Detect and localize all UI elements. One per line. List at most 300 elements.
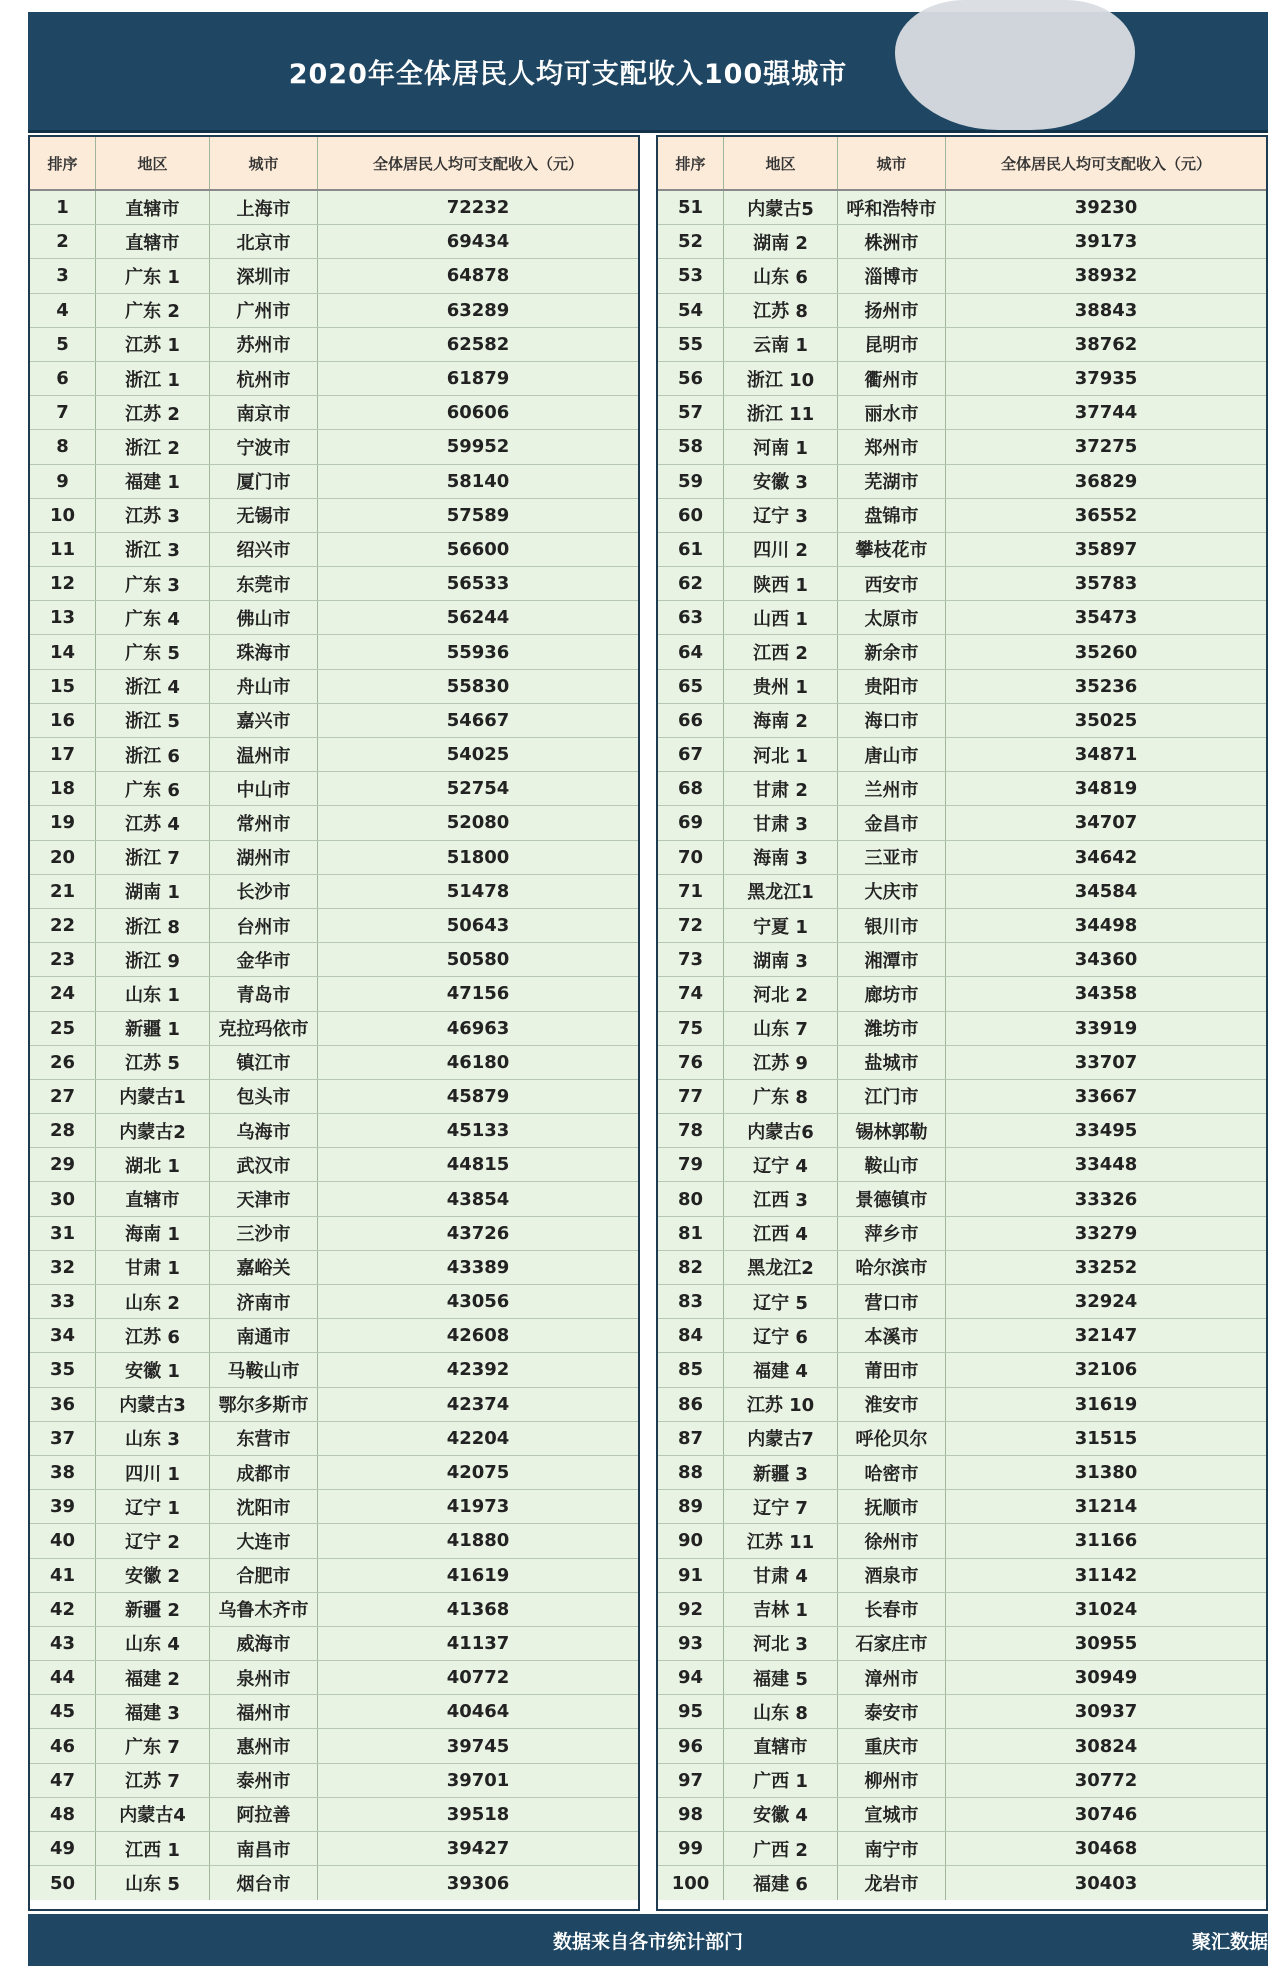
region-cell: 福建 4 — [724, 1353, 838, 1386]
table-row — [30, 1764, 638, 1798]
column-header: 城市 — [210, 137, 318, 189]
region-cell: 直辖市 — [96, 225, 210, 258]
city-cell: 泰州市 — [210, 1764, 318, 1797]
city-cell: 三沙市 — [210, 1217, 318, 1250]
region-cell: 广东 7 — [96, 1729, 210, 1762]
region-cell: 广东 4 — [96, 601, 210, 634]
rank-cell: 41 — [30, 1559, 96, 1592]
table-row — [30, 1832, 638, 1866]
region-cell: 广东 1 — [96, 259, 210, 292]
table-row — [30, 1251, 638, 1285]
region-cell: 浙江 4 — [96, 670, 210, 703]
table-row — [658, 1559, 1266, 1593]
region-cell: 浙江 1 — [96, 362, 210, 395]
income-cell: 42608 — [446, 1325, 510, 1347]
table-row — [658, 1353, 1266, 1387]
table-row — [30, 1182, 638, 1216]
table-row — [30, 1695, 638, 1729]
rank-cell: 20 — [30, 841, 96, 874]
table-row — [30, 1798, 638, 1832]
income-cell: 40772 — [446, 1667, 510, 1689]
income-cell: 52080 — [446, 812, 510, 834]
footer-bar — [28, 1914, 1268, 1966]
city-cell: 合肥市 — [210, 1559, 318, 1592]
city-cell: 杭州市 — [210, 362, 318, 395]
city-cell: 三亚市 — [838, 841, 946, 874]
rank-cell: 79 — [658, 1148, 724, 1181]
income-cell: 38843 — [1074, 299, 1138, 321]
income-cell: 30824 — [1074, 1735, 1138, 1757]
rank-cell: 45 — [30, 1695, 96, 1728]
city-cell: 金昌市 — [838, 806, 946, 839]
city-cell: 广州市 — [210, 294, 318, 327]
income-cell: 31214 — [1074, 1496, 1138, 1518]
table-row — [30, 294, 638, 328]
income-cell: 41137 — [446, 1632, 510, 1654]
income-cell: 31515 — [1074, 1427, 1138, 1449]
city-cell: 重庆市 — [838, 1729, 946, 1762]
income-cell: 37275 — [1074, 436, 1138, 458]
table-row — [658, 191, 1266, 225]
income-cell: 42392 — [446, 1359, 510, 1381]
table-row — [658, 841, 1266, 875]
city-cell: 呼和浩特市 — [838, 191, 946, 224]
city-cell: 兰州市 — [838, 772, 946, 805]
income-cell: 50580 — [446, 949, 510, 971]
income-cell: 33495 — [1074, 1120, 1138, 1142]
rank-cell: 60 — [658, 499, 724, 532]
rank-cell: 75 — [658, 1012, 724, 1045]
city-cell: 哈尔滨市 — [838, 1251, 946, 1284]
table-row — [658, 499, 1266, 533]
rank-cell: 74 — [658, 977, 724, 1010]
region-cell: 广东 8 — [724, 1080, 838, 1113]
income-cell: 47156 — [446, 983, 510, 1005]
rank-cell: 2 — [30, 225, 96, 258]
city-cell: 景德镇市 — [838, 1182, 946, 1215]
rank-cell: 6 — [30, 362, 96, 395]
city-cell: 温州市 — [210, 738, 318, 771]
table-row — [658, 1182, 1266, 1216]
income-cell: 32147 — [1074, 1325, 1138, 1347]
region-cell: 辽宁 2 — [96, 1524, 210, 1557]
income-cell: 33667 — [1074, 1085, 1138, 1107]
rank-cell: 56 — [658, 362, 724, 395]
rank-cell: 42 — [30, 1593, 96, 1626]
table-row — [658, 601, 1266, 635]
region-cell: 浙江 3 — [96, 533, 210, 566]
city-cell: 舟山市 — [210, 670, 318, 703]
income-cell: 39306 — [446, 1872, 510, 1894]
region-cell: 广西 1 — [724, 1764, 838, 1797]
income-cell: 56533 — [446, 573, 510, 595]
region-cell: 直辖市 — [96, 1182, 210, 1215]
table-row — [30, 396, 638, 430]
region-cell: 甘肃 1 — [96, 1251, 210, 1284]
city-cell: 廊坊市 — [838, 977, 946, 1010]
rank-cell: 86 — [658, 1388, 724, 1421]
column-header: 排序 — [658, 137, 724, 189]
city-cell: 扬州市 — [838, 294, 946, 327]
city-cell: 淮安市 — [838, 1388, 946, 1421]
city-cell: 厦门市 — [210, 465, 318, 498]
rank-cell: 26 — [30, 1046, 96, 1079]
income-cell: 40464 — [446, 1701, 510, 1723]
income-cell: 39745 — [446, 1735, 510, 1757]
table-row — [30, 738, 638, 772]
region-cell: 山东 2 — [96, 1285, 210, 1318]
city-cell: 唐山市 — [838, 738, 946, 771]
income-cell: 30746 — [1074, 1803, 1138, 1825]
rank-cell: 78 — [658, 1114, 724, 1147]
brand-label: 聚汇数据 — [1191, 1930, 1268, 1953]
city-cell: 盘锦市 — [838, 499, 946, 532]
income-cell: 43056 — [446, 1291, 510, 1313]
city-cell: 济南市 — [210, 1285, 318, 1318]
region-cell: 湖南 2 — [724, 225, 838, 258]
region-cell: 山东 1 — [96, 977, 210, 1010]
ranking-table-left — [28, 135, 640, 1911]
rank-cell: 8 — [30, 430, 96, 463]
region-cell: 福建 6 — [724, 1866, 838, 1900]
income-cell: 43854 — [446, 1188, 510, 1210]
table-row — [658, 396, 1266, 430]
rank-cell: 100 — [658, 1866, 724, 1900]
rank-cell: 51 — [658, 191, 724, 224]
city-cell: 银川市 — [838, 909, 946, 942]
rank-cell: 99 — [658, 1832, 724, 1865]
rank-cell: 72 — [658, 909, 724, 942]
region-cell: 山东 8 — [724, 1695, 838, 1728]
city-cell: 柳州市 — [838, 1764, 946, 1797]
rank-cell: 31 — [30, 1217, 96, 1250]
rank-cell: 11 — [30, 533, 96, 566]
rank-cell: 44 — [30, 1661, 96, 1694]
income-cell: 37744 — [1074, 402, 1138, 424]
income-cell: 58140 — [446, 470, 510, 492]
city-cell: 嘉峪关 — [210, 1251, 318, 1284]
rank-cell: 77 — [658, 1080, 724, 1113]
region-cell: 内蒙古7 — [724, 1422, 838, 1455]
table-row — [658, 943, 1266, 977]
income-cell: 39230 — [1074, 197, 1138, 219]
rank-cell: 5 — [30, 328, 96, 361]
data-source-note: 数据来自各市统计部门 — [552, 1930, 743, 1953]
table-header-row — [30, 137, 638, 191]
income-cell: 41973 — [446, 1496, 510, 1518]
rank-cell: 85 — [658, 1353, 724, 1386]
city-cell: 鄂尔多斯市 — [210, 1388, 318, 1421]
rank-cell: 61 — [658, 533, 724, 566]
income-cell: 33279 — [1074, 1222, 1138, 1244]
city-cell: 徐州市 — [838, 1524, 946, 1557]
table-row — [658, 1319, 1266, 1353]
rank-cell: 33 — [30, 1285, 96, 1318]
income-cell: 41880 — [446, 1530, 510, 1552]
region-cell: 直辖市 — [724, 1729, 838, 1762]
table-row — [30, 465, 638, 499]
table-row — [658, 533, 1266, 567]
table-row — [658, 670, 1266, 704]
table-row — [658, 1695, 1266, 1729]
city-cell: 包头市 — [210, 1080, 318, 1113]
income-cell: 33707 — [1074, 1051, 1138, 1073]
region-cell: 辽宁 1 — [96, 1490, 210, 1523]
region-cell: 浙江 5 — [96, 704, 210, 737]
rank-cell: 32 — [30, 1251, 96, 1284]
table-row — [30, 567, 638, 601]
income-cell: 42075 — [446, 1462, 510, 1484]
rank-cell: 84 — [658, 1319, 724, 1352]
column-header: 排序 — [30, 137, 96, 189]
rank-cell: 4 — [30, 294, 96, 327]
region-cell: 黑龙江1 — [724, 875, 838, 908]
region-cell: 辽宁 7 — [724, 1490, 838, 1523]
city-cell: 南京市 — [210, 396, 318, 429]
page-title: 2020年全体居民人均可支配收入100强城市 — [288, 58, 848, 90]
table-row — [30, 841, 638, 875]
ranking-table-right — [656, 135, 1268, 1911]
region-cell: 河北 3 — [724, 1627, 838, 1660]
rank-cell: 54 — [658, 294, 724, 327]
city-cell: 克拉玛依市 — [210, 1012, 318, 1045]
city-cell: 衢州市 — [838, 362, 946, 395]
table-row — [658, 1012, 1266, 1046]
region-cell: 山东 4 — [96, 1627, 210, 1660]
city-cell: 芜湖市 — [838, 465, 946, 498]
rank-cell: 71 — [658, 875, 724, 908]
table-row — [658, 225, 1266, 259]
region-cell: 浙江 8 — [96, 909, 210, 942]
income-cell: 37935 — [1074, 368, 1138, 390]
city-cell: 镇江市 — [210, 1046, 318, 1079]
city-cell: 长春市 — [838, 1593, 946, 1626]
rank-cell: 81 — [658, 1217, 724, 1250]
table-row — [30, 533, 638, 567]
city-cell: 西安市 — [838, 567, 946, 600]
region-cell: 内蒙古5 — [724, 191, 838, 224]
city-cell: 抚顺市 — [838, 1490, 946, 1523]
table-row — [30, 1319, 638, 1353]
income-cell: 34360 — [1074, 949, 1138, 971]
city-cell: 丽水市 — [838, 396, 946, 429]
region-cell: 甘肃 4 — [724, 1559, 838, 1592]
income-cell: 41368 — [446, 1598, 510, 1620]
income-cell: 39701 — [446, 1769, 510, 1791]
rank-cell: 93 — [658, 1627, 724, 1660]
income-cell: 51800 — [446, 846, 510, 868]
region-cell: 广东 6 — [96, 772, 210, 805]
city-cell: 泉州市 — [210, 1661, 318, 1694]
income-cell: 31142 — [1074, 1564, 1138, 1586]
income-cell: 43389 — [446, 1256, 510, 1278]
income-cell: 61879 — [446, 368, 510, 390]
city-cell: 太原市 — [838, 601, 946, 634]
region-cell: 湖南 1 — [96, 875, 210, 908]
city-cell: 新余市 — [838, 635, 946, 668]
city-cell: 南昌市 — [210, 1832, 318, 1865]
city-cell: 攀枝花市 — [838, 533, 946, 566]
region-cell: 内蒙古3 — [96, 1388, 210, 1421]
city-cell: 莆田市 — [838, 1353, 946, 1386]
income-cell: 33919 — [1074, 1017, 1138, 1039]
income-cell: 35236 — [1074, 675, 1138, 697]
city-cell: 常州市 — [210, 806, 318, 839]
region-cell: 江西 3 — [724, 1182, 838, 1215]
rank-cell: 94 — [658, 1661, 724, 1694]
income-cell: 59952 — [446, 436, 510, 458]
table-row — [30, 1012, 638, 1046]
rank-cell: 67 — [658, 738, 724, 771]
table-row — [658, 1114, 1266, 1148]
city-cell: 大庆市 — [838, 875, 946, 908]
table-row — [658, 1729, 1266, 1763]
city-cell: 成都市 — [210, 1456, 318, 1489]
city-cell: 上海市 — [210, 191, 318, 224]
table-row — [658, 1490, 1266, 1524]
income-cell: 35897 — [1074, 538, 1138, 560]
income-cell: 35260 — [1074, 641, 1138, 663]
table-row — [658, 875, 1266, 909]
table-row — [30, 430, 638, 464]
region-cell: 贵州 1 — [724, 670, 838, 703]
rank-cell: 63 — [658, 601, 724, 634]
region-cell: 浙江 6 — [96, 738, 210, 771]
city-cell: 绍兴市 — [210, 533, 318, 566]
city-cell: 鞍山市 — [838, 1148, 946, 1181]
city-cell: 阿拉善 — [210, 1798, 318, 1831]
rank-cell: 46 — [30, 1729, 96, 1762]
region-cell: 宁夏 1 — [724, 909, 838, 942]
region-cell: 浙江 9 — [96, 943, 210, 976]
city-cell: 威海市 — [210, 1627, 318, 1660]
region-cell: 四川 1 — [96, 1456, 210, 1489]
table-row — [30, 1866, 638, 1900]
city-cell: 无锡市 — [210, 499, 318, 532]
region-cell: 福建 2 — [96, 1661, 210, 1694]
city-cell: 潍坊市 — [838, 1012, 946, 1045]
table-row — [658, 1251, 1266, 1285]
table-row — [658, 1661, 1266, 1695]
city-cell: 龙岩市 — [838, 1866, 946, 1900]
region-cell: 河南 1 — [724, 430, 838, 463]
city-cell: 湖州市 — [210, 841, 318, 874]
table-row — [658, 1866, 1266, 1900]
income-cell: 55936 — [446, 641, 510, 663]
income-cell: 34707 — [1074, 812, 1138, 834]
table-row — [658, 1832, 1266, 1866]
region-cell: 广东 2 — [96, 294, 210, 327]
table-row — [658, 704, 1266, 738]
table-row — [30, 1456, 638, 1490]
table-row — [30, 1422, 638, 1456]
income-cell: 42374 — [446, 1393, 510, 1415]
table-row — [30, 362, 638, 396]
income-cell: 60606 — [446, 402, 510, 424]
income-cell: 39173 — [1074, 231, 1138, 253]
region-cell: 江西 1 — [96, 1832, 210, 1865]
income-cell: 34642 — [1074, 846, 1138, 868]
city-cell: 海口市 — [838, 704, 946, 737]
table-row — [658, 294, 1266, 328]
table-row — [658, 909, 1266, 943]
city-cell: 惠州市 — [210, 1729, 318, 1762]
rank-cell: 90 — [658, 1524, 724, 1557]
city-cell: 长沙市 — [210, 875, 318, 908]
city-cell: 南通市 — [210, 1319, 318, 1352]
income-cell: 52754 — [446, 778, 510, 800]
table-row — [658, 1764, 1266, 1798]
rank-cell: 37 — [30, 1422, 96, 1455]
income-cell: 31024 — [1074, 1598, 1138, 1620]
rank-cell: 89 — [658, 1490, 724, 1523]
income-cell: 33252 — [1074, 1256, 1138, 1278]
income-cell: 31380 — [1074, 1462, 1138, 1484]
rank-cell: 28 — [30, 1114, 96, 1147]
region-cell: 福建 3 — [96, 1695, 210, 1728]
city-cell: 深圳市 — [210, 259, 318, 292]
region-cell: 广东 5 — [96, 635, 210, 668]
rank-cell: 25 — [30, 1012, 96, 1045]
table-row — [658, 567, 1266, 601]
income-cell: 39427 — [446, 1838, 510, 1860]
income-cell: 55830 — [446, 675, 510, 697]
table-row — [30, 1353, 638, 1387]
table-row — [658, 259, 1266, 293]
region-cell: 云南 1 — [724, 328, 838, 361]
region-cell: 福建 5 — [724, 1661, 838, 1694]
city-cell: 福州市 — [210, 1695, 318, 1728]
city-cell: 江门市 — [838, 1080, 946, 1113]
region-cell: 甘肃 2 — [724, 772, 838, 805]
city-cell: 宣城市 — [838, 1798, 946, 1831]
table-row — [30, 1729, 638, 1763]
table-row — [30, 225, 638, 259]
rank-cell: 43 — [30, 1627, 96, 1660]
region-cell: 辽宁 6 — [724, 1319, 838, 1352]
city-cell: 漳州市 — [838, 1661, 946, 1694]
region-cell: 吉林 1 — [724, 1593, 838, 1626]
rank-cell: 13 — [30, 601, 96, 634]
column-header: 城市 — [838, 137, 946, 189]
region-cell: 新疆 1 — [96, 1012, 210, 1045]
region-cell: 海南 3 — [724, 841, 838, 874]
table-row — [30, 1285, 638, 1319]
income-cell: 38932 — [1074, 265, 1138, 287]
city-cell: 中山市 — [210, 772, 318, 805]
income-cell: 30937 — [1074, 1701, 1138, 1723]
region-cell: 江苏 1 — [96, 328, 210, 361]
region-cell: 辽宁 3 — [724, 499, 838, 532]
rank-cell: 59 — [658, 465, 724, 498]
table-row — [30, 259, 638, 293]
city-cell: 烟台市 — [210, 1866, 318, 1900]
table-row — [30, 499, 638, 533]
rank-cell: 76 — [658, 1046, 724, 1079]
region-cell: 江苏 4 — [96, 806, 210, 839]
rank-cell: 17 — [30, 738, 96, 771]
table-row — [30, 1046, 638, 1080]
table-row — [658, 1148, 1266, 1182]
rank-cell: 27 — [30, 1080, 96, 1113]
region-cell: 辽宁 4 — [724, 1148, 838, 1181]
city-cell: 武汉市 — [210, 1148, 318, 1181]
income-cell: 63289 — [446, 299, 510, 321]
region-cell: 江苏 10 — [724, 1388, 838, 1421]
table-header-row — [658, 137, 1266, 191]
ranking-tables — [28, 135, 1268, 1911]
rank-cell: 15 — [30, 670, 96, 703]
